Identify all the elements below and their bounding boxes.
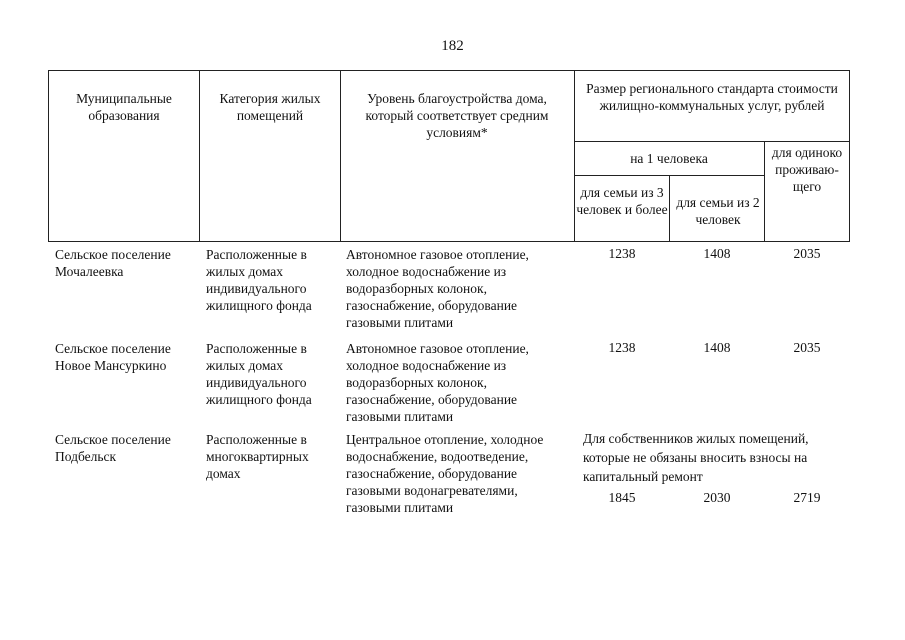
header-municipality: Муниципальные образования xyxy=(76,91,172,123)
header-family3: для семьи из 3 человек и более xyxy=(576,185,668,217)
header-divider-3 xyxy=(574,70,575,242)
row2-category: Расположенные в жилых домах индивидуального жилищного фонда xyxy=(206,341,312,407)
row3-category: Расположенные в многоквартирных домах xyxy=(206,432,309,481)
row2-family2: 1408 xyxy=(703,340,731,355)
header-family2: для семьи из 2 человек xyxy=(676,195,760,227)
row2-municipality: Сельское поселение Новое Мансуркино xyxy=(55,341,171,373)
header-size: Размер регионального стандарта стоимости жилищно-коммунальных услуг, рублей xyxy=(586,81,838,113)
row3-note: Для собственников жилых помещений, которые не обязаны вносить взносы на капитальный ремонт xyxy=(583,431,809,484)
page-number: 182 xyxy=(441,38,464,54)
header-right-border xyxy=(849,70,850,242)
header-left-border xyxy=(48,70,49,242)
row1-family2: 1408 xyxy=(703,246,731,261)
header-level: Уровень благоустройства дома, который соответствует средним условиям* xyxy=(365,91,549,140)
row2-single: 2035 xyxy=(793,340,821,355)
size-subheader-border xyxy=(574,141,849,142)
header-divider-2 xyxy=(340,70,341,242)
header-single: для одиноко проживаю-щего xyxy=(771,145,843,194)
row3-family3: 1845 xyxy=(608,490,636,505)
header-top-border xyxy=(48,70,849,71)
header-per-person: на 1 человека xyxy=(630,151,708,166)
row1-level: Автономное газовое отопление, холодное водоснабжение из водоразборных колонок, газоснабжение, оборудование газовыми плитами xyxy=(346,247,529,330)
row1-municipality: Сельское поселение Мочалеевка xyxy=(55,247,171,279)
row2-level: Автономное газовое отопление, холодное водоснабжение из водоразборных колонок, газоснабжение, оборудование газовыми плитами xyxy=(346,341,529,424)
row1-single: 2035 xyxy=(793,246,821,261)
row3-level: Центральное отопление, холодное водоснабжение, водоотведение, газоснабжение, оборудование газовыми водонагревателями, газовыми плитами xyxy=(346,432,544,515)
header-divider-4 xyxy=(669,175,670,242)
row3-family2: 2030 xyxy=(703,490,731,505)
row2-family3: 1238 xyxy=(608,340,636,355)
row3-municipality: Сельское поселение Подбельск xyxy=(55,432,171,464)
header-bottom-border xyxy=(48,241,849,242)
row3-single: 2719 xyxy=(793,490,821,505)
header-category: Категория жилых помещений xyxy=(219,91,321,123)
row1-family3: 1238 xyxy=(608,246,636,261)
header-divider-1 xyxy=(199,70,200,242)
row1-category: Расположенные в жилых домах индивидуального жилищного фонда xyxy=(206,247,312,313)
